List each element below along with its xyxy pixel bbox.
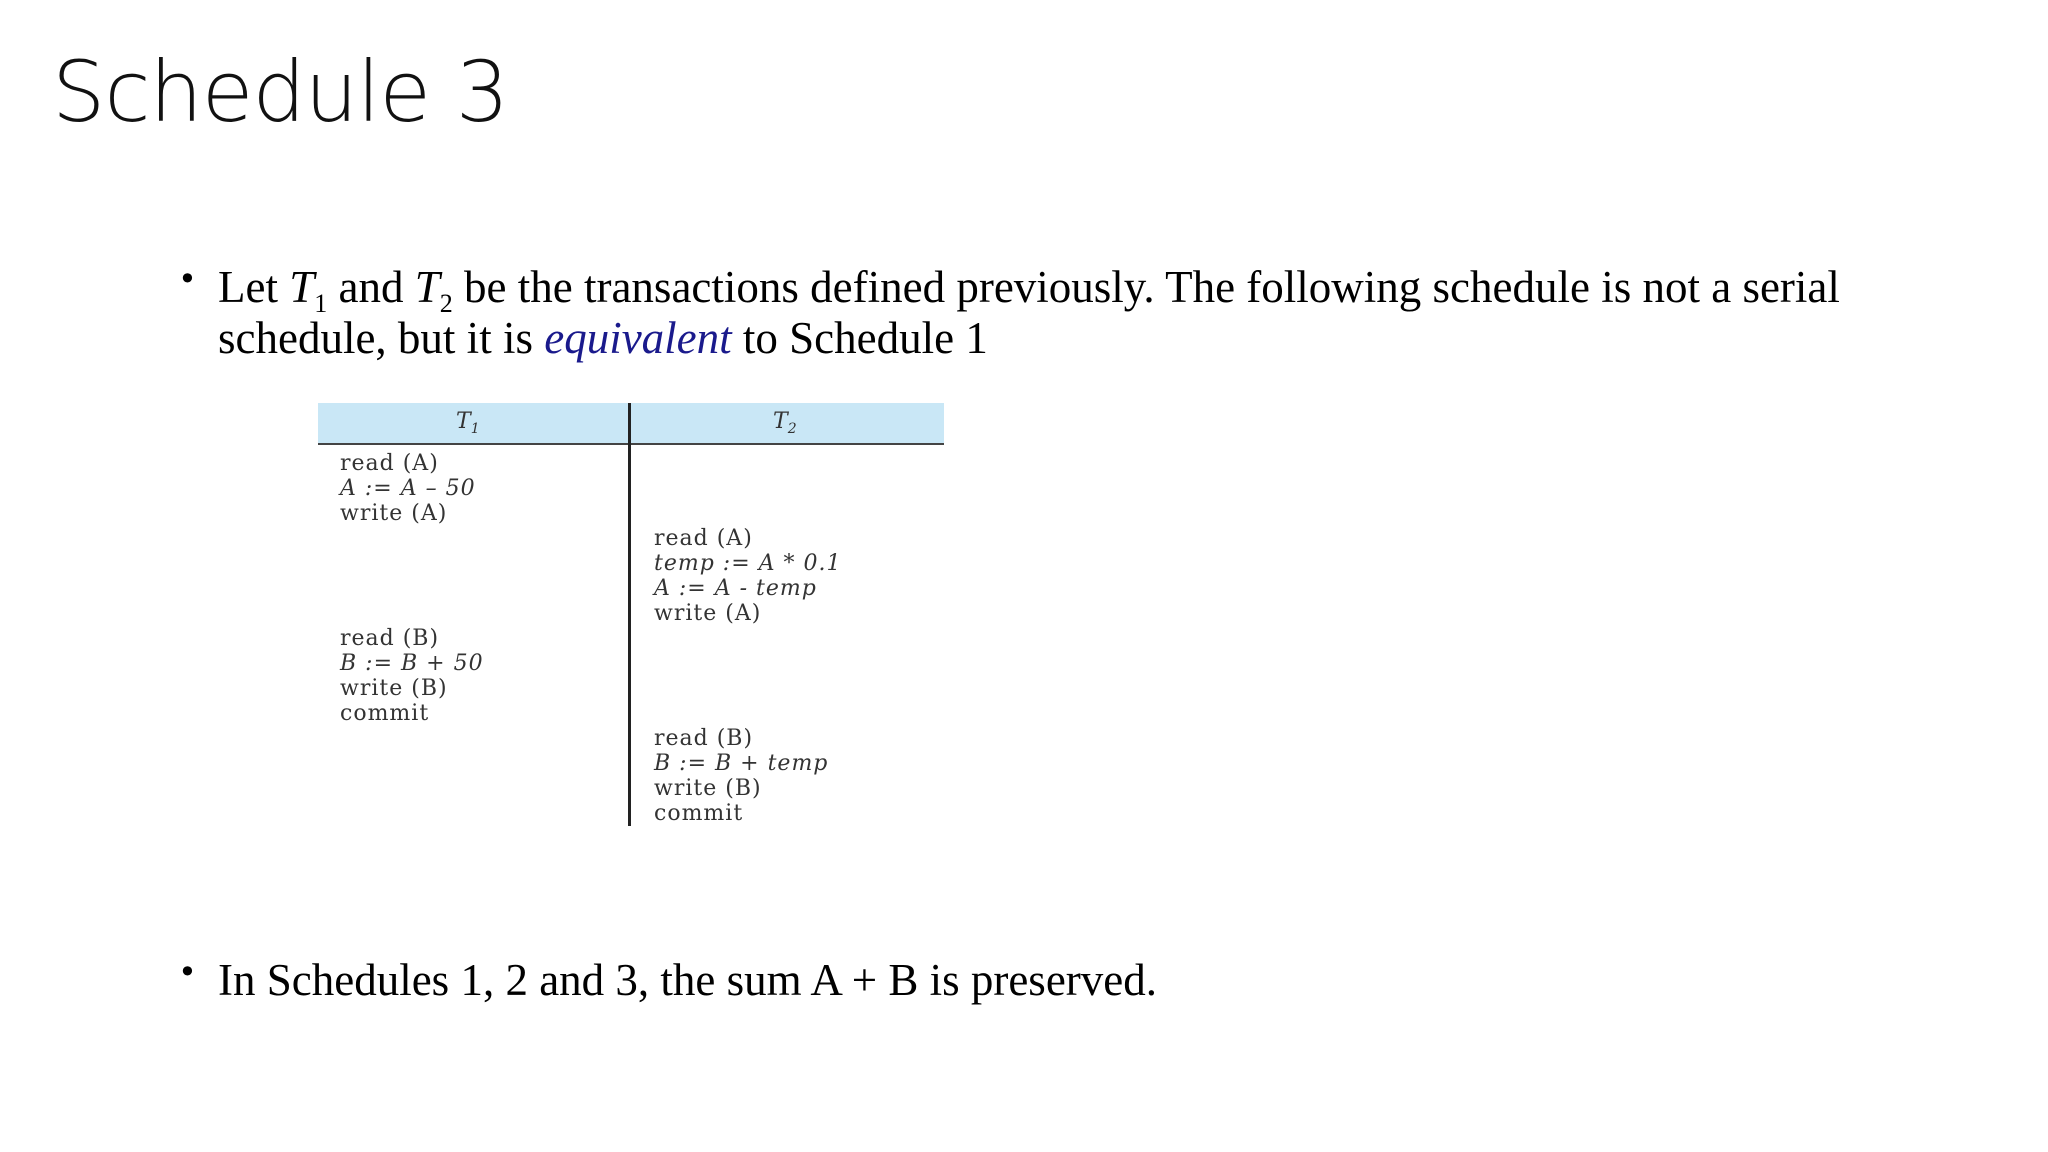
t2-operation: write (B) bbox=[654, 776, 762, 801]
schedule-table bbox=[318, 403, 944, 826]
t1-operation: write (A) bbox=[340, 501, 448, 526]
t2-operation: read (B) bbox=[654, 726, 754, 751]
bullet-dot-icon: • bbox=[178, 260, 197, 298]
bullet-text: to Schedule 1 bbox=[731, 313, 988, 363]
header-t1: $T_1$ bbox=[456, 409, 480, 437]
header-t2: $T_2$ bbox=[773, 409, 797, 437]
t2-operation: temp := A * 0.1 bbox=[654, 551, 842, 576]
t2-operation: commit bbox=[654, 801, 744, 826]
t2-operation: read (A) bbox=[654, 526, 753, 551]
t1-operation: read (B) bbox=[340, 626, 440, 651]
equivalent-emphasis: equivalent bbox=[544, 313, 732, 363]
bullet-text: schedule, but it is bbox=[218, 313, 545, 363]
bullet-text: be the transactions defined previously. The following schedule is not a serial bbox=[452, 262, 1840, 312]
slide-title: Schedule 3 bbox=[52, 43, 509, 141]
t1-operation: A := A – 50 bbox=[340, 476, 476, 501]
t1-operation: read (A) bbox=[340, 451, 439, 476]
transaction-t2: $T_2$ bbox=[414, 262, 453, 318]
bullet-dot-icon: • bbox=[178, 953, 197, 991]
t2-operation: write (A) bbox=[654, 601, 762, 626]
t2-operation: B := B + temp bbox=[654, 751, 829, 776]
bullet-text: In Schedules 1, 2 and 3, the sum A + B is preserved. bbox=[218, 955, 1158, 1005]
schedule-table-header bbox=[318, 403, 944, 445]
bullet-text: and bbox=[327, 262, 415, 312]
t2-operation: A := A - temp bbox=[654, 576, 817, 601]
bullet-text: Let bbox=[218, 262, 290, 312]
t1-operation: B := B + 50 bbox=[340, 651, 484, 676]
column-divider bbox=[628, 403, 631, 826]
bullet-line bbox=[218, 313, 988, 364]
t1-operation: write (B) bbox=[340, 676, 448, 701]
t1-operation: commit bbox=[340, 701, 430, 726]
transaction-t1: $T_1$ bbox=[289, 262, 328, 318]
